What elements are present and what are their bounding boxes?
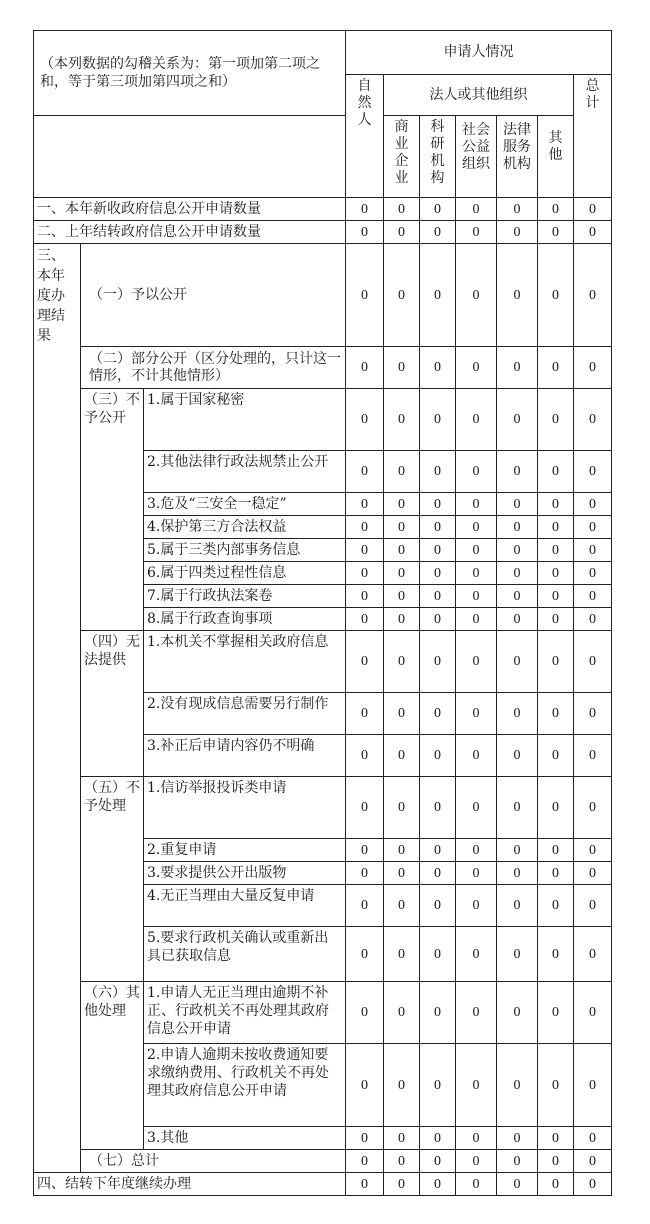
value-cell: 0 [574,221,612,244]
value-cell: 0 [384,631,420,693]
row-label: （一）予以公开 [81,244,346,347]
value-cell: 0 [497,862,538,885]
value-cell: 0 [346,608,384,631]
value-cell: 0 [384,693,420,735]
cannot-provide-group-label: （四）无法提供 [81,631,144,693]
value-cell: 0 [420,982,456,1044]
value-cell: 0 [420,198,456,221]
value-cell: 0 [456,221,497,244]
header-natural-person-text: 自然人 [357,78,372,128]
row-not-processed-item [34,885,612,927]
row-not-processed-item [34,927,612,982]
value-cell: 0 [497,982,538,1044]
not-disclosed-group-continue [81,451,144,493]
row-not-processed-item [34,839,612,862]
value-cell: 0 [538,631,574,693]
value-cell: 0 [497,451,538,493]
row-not-disclosed-item [34,451,612,493]
value-cell: 0 [574,927,612,982]
item-label: 5.要求行政机关确认或重新出具已获取信息 [144,927,346,982]
value-cell: 0 [456,839,497,862]
value-cell: 0 [384,516,420,539]
value-cell: 0 [456,562,497,585]
value-cell: 0 [346,982,384,1044]
item-label: 7.属于行政执法案卷 [144,585,346,608]
item-label: 1.信访举报投诉类申请 [144,777,346,839]
value-cell: 0 [384,451,420,493]
value-cell: 0 [346,777,384,839]
value-cell: 0 [384,493,420,516]
cannot-provide-group-continue [81,735,144,777]
value-cell: 0 [346,885,384,927]
header-row-1 [34,31,612,75]
value-cell: 0 [538,982,574,1044]
value-cell: 0 [497,539,538,562]
value-cell: 0 [574,735,612,777]
item-label: 2.重复申请 [144,839,346,862]
value-cell: 0 [384,1044,420,1127]
value-cell: 0 [574,562,612,585]
value-cell: 0 [456,451,497,493]
value-cell: 0 [574,631,612,693]
value-cell: 0 [384,585,420,608]
value-cell: 0 [346,631,384,693]
value-cell: 0 [420,608,456,631]
org-other-text: 其他 [548,130,563,163]
value-cell: 0 [420,539,456,562]
value-cell: 0 [456,608,497,631]
cannot-provide-group-continue [81,693,144,735]
value-cell: 0 [346,693,384,735]
value-cell: 0 [574,585,612,608]
value-cell: 0 [420,221,456,244]
not-processed-group-continue [81,927,144,982]
value-cell: 0 [346,389,384,451]
value-cell: 0 [384,1150,420,1173]
item-label: 3.要求提供公开出版物 [144,862,346,885]
value-cell: 0 [384,608,420,631]
header-org-public-welfare [456,116,497,198]
value-cell: 0 [384,885,420,927]
row-not-disclosed-item [34,389,612,451]
value-cell: 0 [497,198,538,221]
value-cell: 0 [574,389,612,451]
value-cell: 0 [574,451,612,493]
value-cell: 0 [574,1173,612,1196]
not-disclosed-group-continue [81,516,144,539]
value-cell: 0 [346,1150,384,1173]
value-cell: 0 [538,839,574,862]
value-cell: 0 [420,862,456,885]
value-cell: 0 [346,516,384,539]
value-cell: 0 [497,631,538,693]
value-cell: 0 [346,735,384,777]
row-carry-forward [34,1173,612,1196]
value-cell: 0 [456,1173,497,1196]
value-cell: 0 [384,735,420,777]
value-cell: 0 [574,1044,612,1127]
value-cell: 0 [420,1150,456,1173]
row-other-processing-item [34,1044,612,1127]
value-cell: 0 [420,516,456,539]
value-cell: 0 [538,735,574,777]
not-disclosed-group-continue [81,562,144,585]
value-cell: 0 [538,927,574,982]
value-cell: 0 [574,693,612,735]
not-processed-group-continue [81,862,144,885]
header-row-3 [34,116,612,198]
value-cell: 0 [456,1127,497,1150]
value-cell: 0 [384,1127,420,1150]
not-disclosed-group-continue [81,608,144,631]
value-cell: 0 [384,562,420,585]
value-cell: 0 [497,1044,538,1127]
value-cell: 0 [456,389,497,451]
value-cell: 0 [497,221,538,244]
row-label: 四、结转下年度继续办理 [34,1173,346,1196]
not-processed-group-continue [81,885,144,927]
value-cell: 0 [574,198,612,221]
not-disclosed-group-label: （三）不予公开 [81,389,144,451]
value-cell: 0 [538,198,574,221]
value-cell: 0 [420,777,456,839]
value-cell: 0 [574,347,612,389]
value-cell: 0 [456,347,497,389]
value-cell: 0 [456,885,497,927]
item-label: 1.申请人无正当理由逾期不补正、行政机关不再处理其政府信息公开申请 [144,982,346,1044]
value-cell: 0 [497,693,538,735]
value-cell: 0 [538,389,574,451]
value-cell: 0 [497,389,538,451]
value-cell: 0 [574,1150,612,1173]
value-cell: 0 [538,885,574,927]
value-cell: 0 [574,862,612,885]
value-cell: 0 [574,608,612,631]
value-cell: 0 [346,927,384,982]
item-label: 5.属于三类内部事务信息 [144,539,346,562]
row-not-disclosed-item [34,608,612,631]
value-cell: 0 [574,982,612,1044]
value-cell: 0 [497,1150,538,1173]
org-public-welfare-text: 社会公益组织 [462,122,490,172]
not-processed-group-continue [81,839,144,862]
value-cell: 0 [420,631,456,693]
value-cell: 0 [346,1127,384,1150]
value-cell: 0 [420,735,456,777]
value-cell: 0 [456,862,497,885]
value-cell: 0 [538,777,574,839]
value-cell: 0 [574,493,612,516]
section3-label: 三、本年度办理结果 [34,244,81,1173]
value-cell: 0 [456,516,497,539]
item-label: 4.无正当理由大量反复申请 [144,885,346,927]
item-label: 3.补正后申请内容仍不明确 [144,735,346,777]
value-cell: 0 [497,735,538,777]
item-label: 2.其他法律行政法规禁止公开 [144,451,346,493]
header-note: （本列数据的勾稽关系为：第一项加第二项之和，等于第三项加第四项之和） [34,31,346,116]
value-cell: 0 [420,693,456,735]
value-cell: 0 [420,389,456,451]
value-cell: 0 [456,693,497,735]
row-label: （七）总计 [81,1150,346,1173]
row-not-disclosed-item [34,539,612,562]
value-cell: 0 [574,1127,612,1150]
value-cell: 0 [574,244,612,347]
row-subtotal [34,1150,612,1173]
other-processing-group-label: （六）其他处理 [81,982,144,1044]
value-cell: 0 [384,982,420,1044]
value-cell: 0 [456,585,497,608]
item-label: 1.属于国家秘密 [144,389,346,451]
value-cell: 0 [346,1173,384,1196]
row-partially-disclosed [34,347,612,389]
header-natural-person [346,75,384,198]
row-not-processed-item [34,777,612,839]
value-cell: 0 [574,777,612,839]
value-cell: 0 [384,389,420,451]
value-cell: 0 [497,516,538,539]
item-label: 8.属于行政查询事项 [144,608,346,631]
value-cell: 0 [497,1173,538,1196]
value-cell: 0 [456,493,497,516]
item-label: 4.保护第三方合法权益 [144,516,346,539]
row-not-disclosed-item [34,585,612,608]
value-cell: 0 [346,539,384,562]
value-cell: 0 [538,221,574,244]
header-total [574,75,612,198]
row-other-processing-item [34,982,612,1044]
value-cell: 0 [346,244,384,347]
row-cannot-provide-item [34,735,612,777]
value-cell: 0 [384,347,420,389]
value-cell: 0 [497,347,538,389]
row-not-disclosed-item [34,493,612,516]
value-cell: 0 [456,198,497,221]
header-applicant: 申请人情况 [346,31,612,75]
org-research-text: 科研机构 [430,119,445,186]
value-cell: 0 [384,221,420,244]
item-label: 3.危及“三安全一稳定” [144,493,346,516]
value-cell: 0 [346,1044,384,1127]
value-cell: 0 [346,585,384,608]
value-cell: 0 [538,862,574,885]
not-disclosed-group-continue [81,539,144,562]
item-label: 3.其他 [144,1127,346,1150]
value-cell: 0 [538,608,574,631]
value-cell: 0 [497,777,538,839]
value-cell: 0 [456,735,497,777]
row-disclosed [34,244,612,347]
value-cell: 0 [497,585,538,608]
row-label: （二）部分公开（区分处理的，只计这一情形，不计其他情形） [81,347,346,389]
value-cell: 0 [538,493,574,516]
value-cell: 0 [420,1127,456,1150]
value-cell: 0 [384,777,420,839]
header-legal-orgs: 法人或其他组织 [384,75,574,116]
value-cell: 0 [538,516,574,539]
row-other-processing-item [34,1127,612,1150]
value-cell: 0 [346,839,384,862]
value-cell: 0 [538,1150,574,1173]
value-cell: 0 [538,1044,574,1127]
item-label: 2.申请人逾期未按收费通知要求缴纳费用、行政机关不再处理其政府信息公开申请 [144,1044,346,1127]
value-cell: 0 [384,927,420,982]
item-label: 1.本机关不掌握相关政府信息 [144,631,346,693]
value-cell: 0 [456,927,497,982]
value-cell: 0 [497,493,538,516]
item-label: 2.没有现成信息需要另行制作 [144,693,346,735]
item-label: 6.属于四类过程性信息 [144,562,346,585]
header-org-other [538,116,574,198]
value-cell: 0 [574,839,612,862]
other-processing-group-continue [81,1127,144,1150]
row-new-requests [34,198,612,221]
value-cell: 0 [456,1150,497,1173]
row-label: 一、本年新收政府信息公开申请数量 [34,198,346,221]
value-cell: 0 [384,1173,420,1196]
header-blank [34,116,346,198]
value-cell: 0 [497,244,538,347]
header-org-legal-service [497,116,538,198]
value-cell: 0 [346,451,384,493]
value-cell: 0 [420,839,456,862]
value-cell: 0 [497,562,538,585]
value-cell: 0 [574,539,612,562]
value-cell: 0 [538,1127,574,1150]
value-cell: 0 [538,244,574,347]
value-cell: 0 [538,693,574,735]
value-cell: 0 [346,862,384,885]
row-cannot-provide-item [34,631,612,693]
gov-info-disclosure-table [33,30,612,1196]
value-cell: 0 [420,347,456,389]
value-cell: 0 [538,347,574,389]
org-legal-service-text: 法律服务机构 [503,122,531,172]
value-cell: 0 [497,839,538,862]
not-disclosed-group-continue [81,585,144,608]
org-commercial-text: 商业企业 [394,119,409,186]
value-cell: 0 [456,982,497,1044]
value-cell: 0 [497,927,538,982]
header-total-text: 总计 [585,78,600,111]
value-cell: 0 [497,1127,538,1150]
header-org-commercial [384,116,420,198]
not-disclosed-group-continue [81,493,144,516]
value-cell: 0 [346,562,384,585]
row-not-disclosed-item [34,562,612,585]
row-label: 二、上年结转政府信息公开申请数量 [34,221,346,244]
value-cell: 0 [456,777,497,839]
value-cell: 0 [346,347,384,389]
value-cell: 0 [420,493,456,516]
value-cell: 0 [384,839,420,862]
value-cell: 0 [420,562,456,585]
header-org-research [420,116,456,198]
value-cell: 0 [346,221,384,244]
value-cell: 0 [420,244,456,347]
row-cannot-provide-item [34,693,612,735]
value-cell: 0 [420,927,456,982]
value-cell: 0 [420,1044,456,1127]
value-cell: 0 [420,885,456,927]
value-cell: 0 [384,244,420,347]
value-cell: 0 [538,451,574,493]
value-cell: 0 [420,585,456,608]
row-carried-over-requests [34,221,612,244]
value-cell: 0 [346,198,384,221]
value-cell: 0 [456,244,497,347]
other-processing-group-continue [81,1044,144,1127]
value-cell: 0 [456,1044,497,1127]
value-cell: 0 [456,539,497,562]
row-not-disclosed-item [34,516,612,539]
value-cell: 0 [384,198,420,221]
value-cell: 0 [497,885,538,927]
value-cell: 0 [538,585,574,608]
value-cell: 0 [574,885,612,927]
value-cell: 0 [538,539,574,562]
value-cell: 0 [420,451,456,493]
value-cell: 0 [384,862,420,885]
value-cell: 0 [538,1173,574,1196]
value-cell: 0 [384,539,420,562]
value-cell: 0 [574,516,612,539]
value-cell: 0 [456,631,497,693]
value-cell: 0 [346,493,384,516]
value-cell: 0 [497,608,538,631]
not-processed-group-label: （五）不予处理 [81,777,144,839]
row-not-processed-item [34,862,612,885]
value-cell: 0 [420,1173,456,1196]
value-cell: 0 [538,562,574,585]
